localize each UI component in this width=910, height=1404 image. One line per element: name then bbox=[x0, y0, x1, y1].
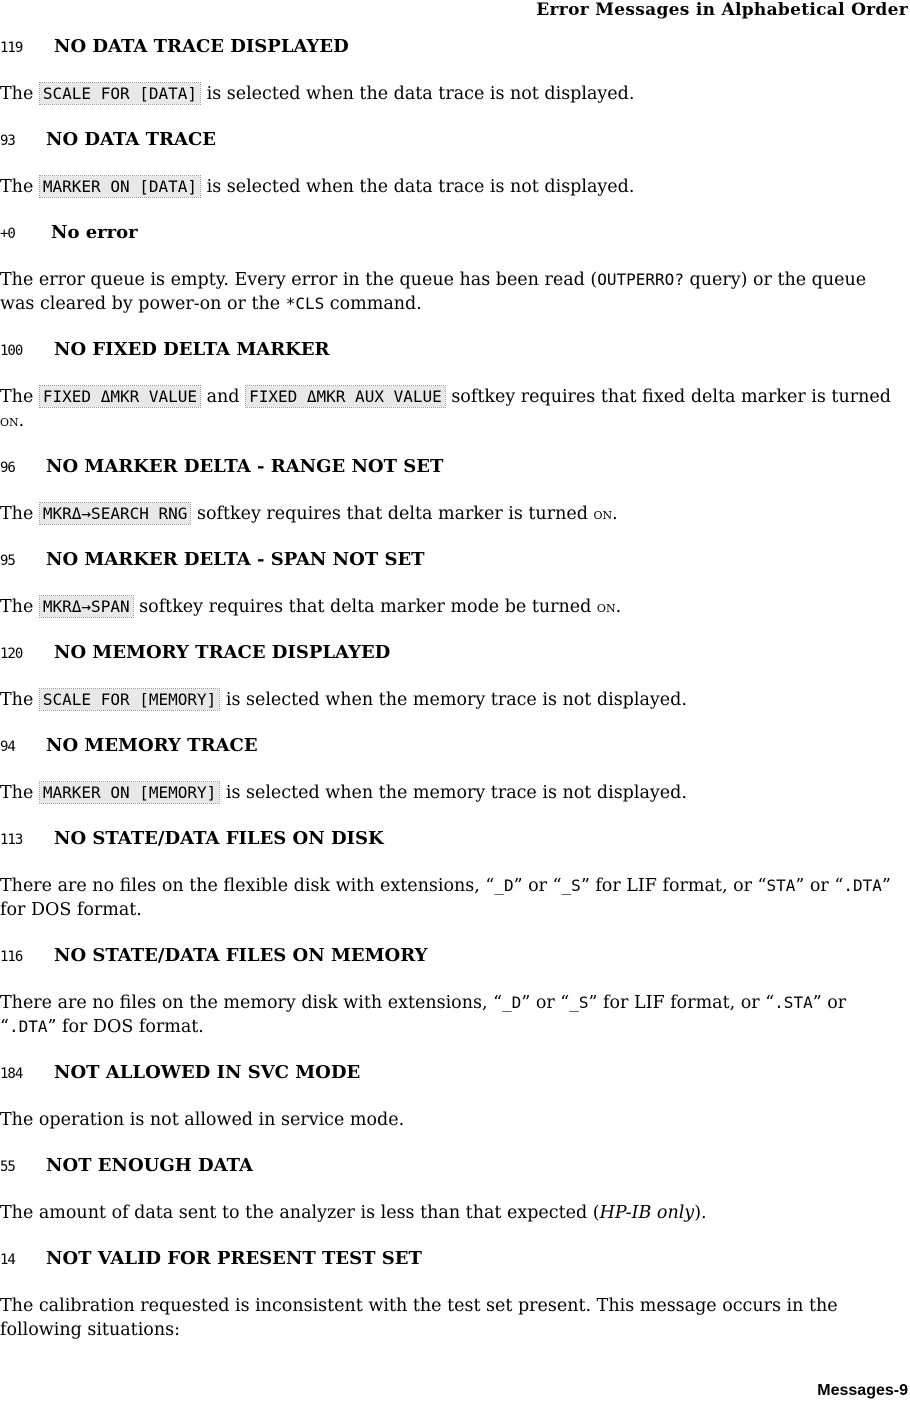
state-label: on bbox=[593, 505, 613, 523]
error-title: NO MEMORY TRACE bbox=[46, 735, 258, 756]
error-description: The calibration requested is inconsistent with the test set present. This message occurs in the following situations: bbox=[0, 1296, 838, 1340]
error-heading bbox=[0, 456, 905, 480]
error-title: NOT VALID FOR PRESENT TEST SET bbox=[46, 1248, 422, 1269]
error-title: NOT ENOUGH DATA bbox=[46, 1155, 253, 1176]
error-entry bbox=[0, 1248, 905, 1342]
error-description: The MKRΔ→SEARCH RNG softkey requires that delta marker is turned on. bbox=[0, 504, 618, 524]
error-title: No error bbox=[51, 222, 138, 243]
error-title: NO FIXED DELTA MARKER bbox=[54, 339, 330, 360]
page-header: Error Messages in Alphabetical Order bbox=[536, 0, 908, 20]
error-title: NO MEMORY TRACE DISPLAYED bbox=[54, 642, 391, 663]
error-description: The amount of data sent to the analyzer is less than that expected (HP-IB only). bbox=[0, 1203, 707, 1223]
error-heading bbox=[0, 1248, 905, 1272]
error-description: The MARKER ON [MEMORY] is selected when the memory trace is not displayed. bbox=[0, 783, 687, 803]
error-entry bbox=[0, 828, 905, 922]
error-entry bbox=[0, 456, 905, 526]
error-entry bbox=[0, 1155, 905, 1225]
error-heading bbox=[0, 36, 905, 60]
error-description: The operation is not allowed in service mode. bbox=[0, 1110, 405, 1130]
state-label: on bbox=[0, 412, 19, 430]
extension-text: _D bbox=[502, 993, 522, 1012]
command-text: *CLS bbox=[285, 294, 325, 313]
extension-text: .STA bbox=[774, 993, 813, 1012]
error-entry bbox=[0, 36, 905, 106]
error-heading bbox=[0, 642, 905, 666]
error-description: There are no files on the memory disk with extensions, “_D” or “_S” for LIF format, or “.STA” or “.DTA” for DOS format. bbox=[0, 993, 847, 1037]
error-code: 100 bbox=[0, 343, 23, 359]
error-entry bbox=[0, 339, 905, 433]
extension-text: _D bbox=[494, 876, 514, 895]
error-heading bbox=[0, 828, 905, 852]
error-code: 116 bbox=[0, 949, 23, 965]
error-title: NOT ALLOWED IN SVC MODE bbox=[54, 1062, 361, 1083]
error-heading bbox=[0, 129, 905, 153]
error-code: 14 bbox=[0, 1252, 15, 1268]
extension-text: _S bbox=[561, 876, 581, 895]
error-code: 119 bbox=[0, 40, 23, 56]
error-title: NO DATA TRACE DISPLAYED bbox=[54, 36, 349, 57]
error-code: 93 bbox=[0, 133, 15, 149]
error-description: The MKRΔ→SPAN softkey requires that delta marker mode be turned on. bbox=[0, 597, 622, 617]
error-heading bbox=[0, 945, 905, 969]
error-code: 95 bbox=[0, 553, 15, 569]
error-heading bbox=[0, 222, 905, 246]
error-entry bbox=[0, 945, 905, 1039]
softkey-label: MKRΔ→SEARCH RNG bbox=[40, 503, 191, 524]
error-heading bbox=[0, 549, 905, 573]
error-title: NO DATA TRACE bbox=[46, 129, 216, 150]
error-description: The MARKER ON [DATA] is selected when the data trace is not displayed. bbox=[0, 177, 635, 197]
error-code: 55 bbox=[0, 1159, 15, 1175]
error-code: 94 bbox=[0, 739, 15, 755]
error-entry bbox=[0, 129, 905, 199]
error-description: The FIXED ΔMKR VALUE and FIXED ΔMKR AUX VALUE softkey requires that fixed delta marker is turned on. bbox=[0, 387, 891, 431]
error-title: NO STATE/DATA FILES ON DISK bbox=[54, 828, 384, 849]
command-text: OUTPERRO? bbox=[597, 270, 684, 289]
extension-text: STA bbox=[766, 876, 796, 895]
state-label: on bbox=[596, 598, 616, 616]
error-title: NO MARKER DELTA - RANGE NOT SET bbox=[46, 456, 444, 477]
error-entry bbox=[0, 735, 905, 805]
softkey-label: SCALE FOR [MEMORY] bbox=[40, 689, 219, 710]
error-code: 113 bbox=[0, 832, 23, 848]
softkey-label: FIXED ΔMKR AUX VALUE bbox=[246, 386, 445, 407]
error-code: 120 bbox=[0, 646, 23, 662]
softkey-label: MARKER ON [DATA] bbox=[40, 176, 200, 197]
error-heading bbox=[0, 339, 905, 363]
error-title: NO STATE/DATA FILES ON MEMORY bbox=[54, 945, 428, 966]
softkey-label: SCALE FOR [DATA] bbox=[40, 83, 200, 104]
page-number: Messages-9 bbox=[817, 1382, 908, 1399]
softkey-label: MARKER ON [MEMORY] bbox=[40, 782, 219, 803]
error-title: NO MARKER DELTA - SPAN NOT SET bbox=[46, 549, 425, 570]
italic-note: HP-IB only bbox=[599, 1203, 695, 1223]
error-heading bbox=[0, 1155, 905, 1179]
extension-text: _S bbox=[569, 993, 589, 1012]
error-entry bbox=[0, 222, 905, 316]
softkey-label: MKRΔ→SPAN bbox=[40, 596, 133, 617]
error-description: The SCALE FOR [MEMORY] is selected when the memory trace is not displayed. bbox=[0, 690, 687, 710]
extension-text: .DTA bbox=[8, 1017, 48, 1036]
error-code: 184 bbox=[0, 1066, 23, 1082]
error-code: +0 bbox=[0, 226, 15, 242]
error-code: 96 bbox=[0, 460, 15, 476]
error-description: The SCALE FOR [DATA] is selected when the data trace is not displayed. bbox=[0, 84, 635, 104]
error-message-list bbox=[0, 36, 905, 1365]
error-entry bbox=[0, 549, 905, 619]
error-description: There are no files on the flexible disk with extensions, “_D” or “_S” for LIF format, or “STA” or “.DTA” for DOS format. bbox=[0, 876, 891, 920]
softkey-label: FIXED ΔMKR VALUE bbox=[40, 386, 200, 407]
error-heading bbox=[0, 735, 905, 759]
error-entry bbox=[0, 642, 905, 712]
extension-text: .DTA bbox=[843, 876, 882, 895]
error-heading bbox=[0, 1062, 905, 1086]
error-description: The error queue is empty. Every error in the queue has been read (OUTPERRO? query) or the queue was cleared by power-on or the *CLS command. bbox=[0, 270, 867, 314]
error-entry bbox=[0, 1062, 905, 1132]
